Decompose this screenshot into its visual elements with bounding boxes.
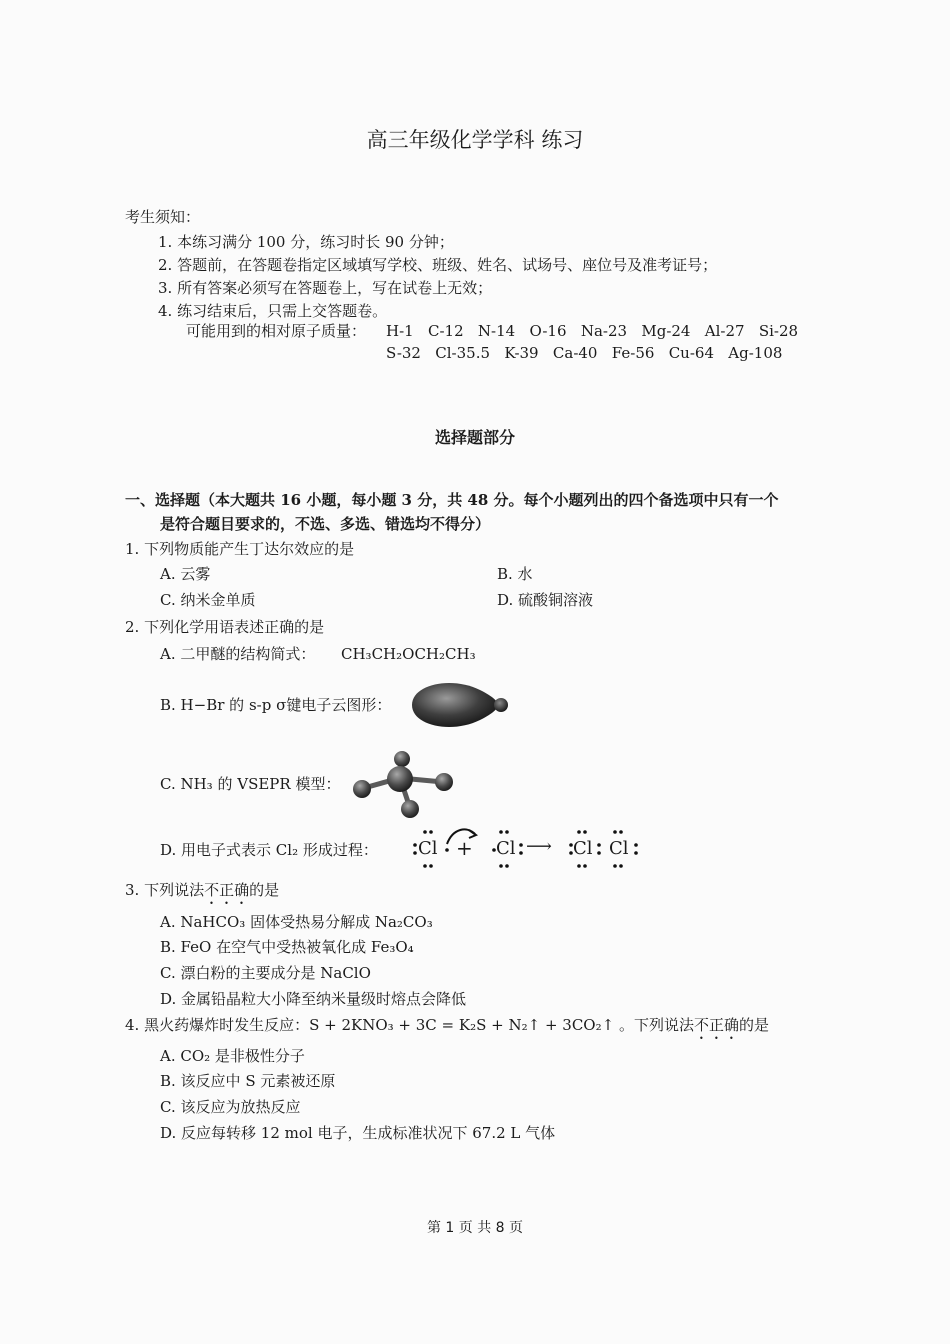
page-title: 高三年级化学学科 练习 <box>366 128 584 152</box>
q2-option-b-label: B. H−Br 的 s-p σ键电子云图形： <box>160 696 392 714</box>
part1-heading-line2: 是符合题目要求的，不选、多选、错选均不得分） <box>160 515 491 533</box>
q1-option-d: D. 硫酸铜溶液 <box>497 591 594 609</box>
notice-item-3: 3. 所有答案必须写在答题卷上，写在试卷上无效； <box>158 279 493 297</box>
notice-item-4: 4. 练习结束后，只需上交答题卷。 <box>158 302 388 320</box>
atomic-mass-line-2: S-32 Cl-35.5 K-39 Ca-40 Fe-56 Cu-64 Ag-108 <box>386 344 783 362</box>
q3-option-b: B. FeO 在空气中受热被氧化成 Fe₃O₄ <box>160 938 414 956</box>
q1-stem: 1. 下列物质能产生丁达尔效应的是 <box>125 540 355 558</box>
q3-stem-pre: 3. 下列说法 <box>125 881 205 899</box>
atomic-mass-label: 可能用到的相对原子质量： <box>186 322 367 340</box>
q3-stem-post: 的是 <box>249 881 280 899</box>
page-footer: 第 1 页 共 8 页 <box>426 1220 524 1236</box>
q2-stem: 2. 下列化学用语表述正确的是 <box>125 618 325 636</box>
cl-atom-product-2: Cl <box>609 838 629 859</box>
part1-heading-line1: 一、选择题（本大题共 16 小题，每小题 3 分，共 48 分。每个小题列出的四个备选项中只有一个 <box>125 491 779 509</box>
q3-option-c: C. 漂白粉的主要成分是 NaClO <box>160 964 371 982</box>
q2-option-d-label: D. 用电子式表示 Cl₂ 形成过程： <box>160 841 378 859</box>
q1-option-c: C. 纳米金单质 <box>160 591 256 609</box>
notice-item-1: 1. 本练习满分 100 分，练习时长 90 分钟； <box>158 233 454 251</box>
cl-atom-left: Cl <box>418 838 438 859</box>
q1-option-b: B. 水 <box>497 565 533 583</box>
atomic-mass-line-1: H-1 C-12 N-14 O-16 Na-23 Mg-24 Al-27 Si-28 <box>386 322 799 340</box>
q4-option-c: C. 该反应为放热反应 <box>160 1098 301 1116</box>
q4-stem-post: 的是 <box>738 1016 769 1034</box>
q4-stem-emphasis: 不正确 <box>693 1016 739 1034</box>
q2-option-c-label: C. NH₃ 的 VSEPR 模型： <box>160 775 341 793</box>
q4-stem-pre: 4. 黑火药爆炸时发生反应：S + 2KNO₃ + 3C = K₂S + N₂↑ + 3CO₂↑ 。下列说法 <box>125 1016 694 1034</box>
q4-stem <box>125 1015 769 1043</box>
nh3-vsepr-model-image <box>350 752 462 820</box>
q4-option-d: D. 反应每转移 12 mol 电子，生成标准状况下 67.2 L 气体 <box>160 1124 556 1142</box>
q3-stem-emphasis: 不正确 <box>204 881 250 899</box>
q3-option-d: D. 金属铅晶粒大小降至纳米量级时熔点会降低 <box>160 990 467 1008</box>
notice-item-2: 2. 答题前，在答题卷指定区域填写学校、班级、姓名、试场号、座位号及准考证号； <box>158 256 718 274</box>
reaction-arrow: ⟶ <box>526 836 552 857</box>
notice-heading: 考生须知： <box>125 208 201 226</box>
cl2-electron-dot-diagram <box>405 822 655 872</box>
q3-option-a: A. NaHCO₃ 固体受热易分解成 Na₂CO₃ <box>160 913 433 931</box>
cl-atom-middle: Cl <box>496 838 516 859</box>
q2-option-a-formula: CH₃CH₂OCH₂CH₃ <box>341 645 476 663</box>
q2-option-a-label: A. 二甲醚的结构简式： <box>160 645 316 663</box>
sp-sigma-electron-cloud-image <box>408 678 512 734</box>
plus-sign: + <box>456 836 473 860</box>
q3-stem <box>125 880 279 908</box>
cl-atom-product-1: Cl <box>573 838 593 859</box>
q4-option-b: B. 该反应中 S 元素被还原 <box>160 1072 336 1090</box>
q1-option-a: A. 云雾 <box>160 565 211 583</box>
section-title: 选择题部分 <box>434 428 515 447</box>
q4-option-a: A. CO₂ 是非极性分子 <box>160 1047 305 1065</box>
